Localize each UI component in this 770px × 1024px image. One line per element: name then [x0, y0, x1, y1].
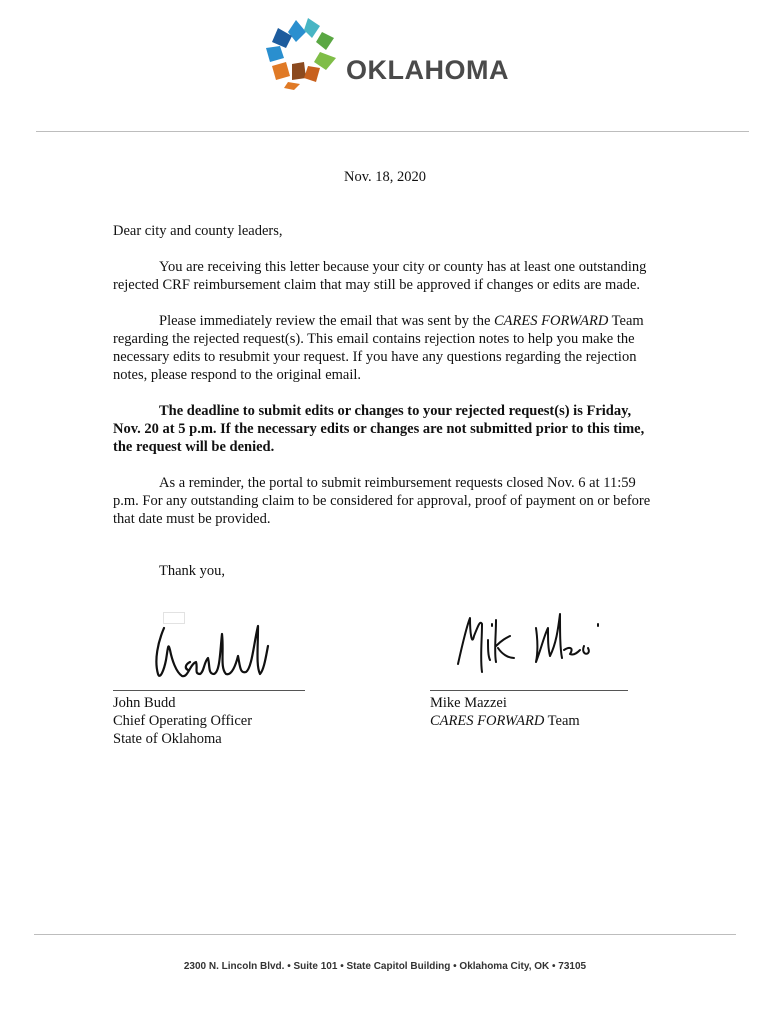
signer-2-team-italic: CARES FORWARD — [430, 713, 545, 729]
logo-wordmark: OKLAHOMA — [346, 55, 509, 85]
signer-1 — [113, 694, 252, 748]
signature-line-2 — [430, 690, 628, 691]
letter-body — [113, 222, 658, 546]
paragraph-2 — [113, 312, 658, 384]
footer-address: 2300 N. Lincoln Blvd. • Suite 101 • State Capitol Building • Oklahoma City, OK • 73105 — [183, 961, 587, 972]
cares-forward-name: CARES FORWARD — [494, 313, 609, 329]
signer-2 — [430, 694, 580, 730]
footer-divider — [34, 934, 736, 935]
paragraph-2-end: Team regarding the rejected request(s). This email contains rejection notes to help you make the necessary edits to resubmit your request. If you have any questions regarding the rejection notes, please respond to the original email. — [113, 313, 644, 383]
salutation: Dear city and county leaders, — [113, 223, 283, 239]
oklahoma-logo — [266, 18, 516, 90]
closing: Thank you, — [159, 563, 226, 579]
signer-2-team-rest: Team — [544, 713, 580, 729]
oklahoma-star-logo-icon — [266, 18, 338, 90]
signature-line-1 — [113, 690, 305, 691]
mike-mazzei-signature — [452, 606, 604, 678]
signer-1-name: John Budd — [113, 695, 176, 711]
signer-1-org: State of Oklahoma — [113, 731, 222, 747]
paragraph-1: You are receiving this letter because your city or county has at least one outstanding rejected CRF reimbursement claim that may still be approved if changes or edits are made. — [113, 259, 647, 293]
signer-2-title — [430, 712, 580, 730]
letter-date: Nov. 18, 2020 — [343, 169, 427, 185]
john-budd-signature — [150, 612, 275, 688]
paragraph-2-start: Please immediately review the email that was sent by the — [159, 313, 495, 329]
header-divider — [36, 131, 749, 132]
signer-2-name: Mike Mazzei — [430, 695, 507, 711]
deadline-paragraph: The deadline to submit edits or changes to your rejected request(s) is Friday, Nov. 20 at 5 p.m. If the necessary edits or changes are not submitted prior to this time, the request will be denied. — [113, 403, 645, 455]
paragraph-4: As a reminder, the portal to submit reimbursement requests closed Nov. 6 at 11:59 p.m. For any outstanding claim to be considered for approval, proof of payment on or before that date must be provided. — [113, 475, 651, 527]
signer-1-title: Chief Operating Officer — [113, 713, 253, 729]
